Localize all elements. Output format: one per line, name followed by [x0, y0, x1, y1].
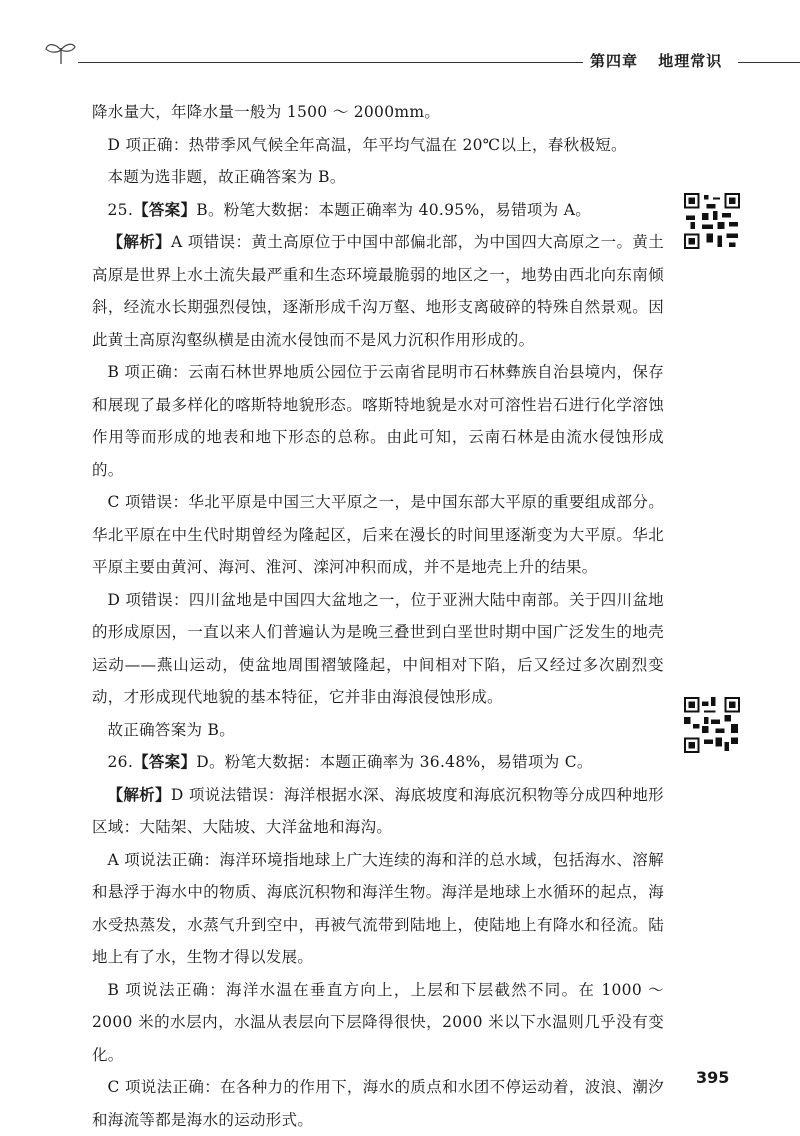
qr-code-icon[interactable]	[684, 193, 740, 249]
paragraph: B 项说法正确：海洋水温在垂直方向上，上层和下层截然不同。在 1000 ～ 2000 米的水层内，水温从表层向下层降得很快，2000 米以下水温则几乎没有变化。	[92, 980, 664, 1064]
answer-text: B。粉笔大数据：本题正确率为 40.95%，易错项为 A。	[196, 200, 592, 219]
header-rule-right	[738, 62, 800, 63]
answer-tag: 【答案】	[133, 199, 197, 219]
page-header	[0, 0, 800, 80]
header-rule	[78, 62, 583, 63]
analysis-paragraph	[92, 226, 664, 356]
analysis-paragraph	[92, 779, 664, 844]
paragraph: 本题为选非题，故正确答案为 B。	[107, 168, 346, 186]
page-body	[92, 96, 664, 1136]
answer-text: D。粉笔大数据：本题正确率为 36.48%，易错项为 C。	[196, 753, 593, 771]
paragraph: 故正确答案为 B。	[107, 720, 236, 739]
sprout-icon	[44, 40, 78, 66]
paragraph: B 项正确：云南石林世界地质公园位于云南省昆明市石林彝族自治县境内，保存和展现了最多样化的喀斯特地貌形态。喀斯特地貌是水对可溶性岩石进行化学溶蚀作用等而形成的地表和地下形态的总称。由此可知，云南石林是由流水侵蚀形成的。	[92, 363, 664, 479]
paragraph: C 项错误：华北平原是中国三大平原之一，是中国东部大平原的重要组成部分。华北平原在中生代时期曾经为隆起区，后来在漫长的时间里逐渐变为大平原。华北平原主要由黄河、海河、淮河、滦河冲积而成，并不是地壳上升的结果。	[92, 493, 664, 576]
question-number: 25.	[107, 200, 134, 219]
answer-line-26	[92, 746, 664, 779]
paragraph: A 项说法正确：海洋环境指地球上广大连续的海和洋的总水域，包括海水、溶解和悬浮于海水中的物质、海底沉积物和海洋生物。海洋是地球上水循环的起点，海水受热蒸发，水蒸气升到空中，再被气流带到陆地上，使陆地上有降水和径流。陆地上有了水，生物才得以发展。	[92, 850, 664, 966]
paragraph: 降水量大，年降水量一般为 1500 ～ 2000mm。	[92, 103, 441, 121]
analysis-tag: 【解析】	[107, 784, 171, 804]
section-label: 地理常识	[658, 52, 723, 70]
page-number: 395	[696, 1068, 730, 1087]
paragraph: D 项错误：四川盆地是中国四大盆地之一，位于亚洲大陆中南部。关于四川盆地的形成原因，一直以来人们普遍认为是晚三叠世到白垩世时期中国广泛发生的地壳运动——燕山运动，使盆地周围褶皱隆起，中间相对下陷，后又经过多次剧烈变动，才形成现代地貌的基本特征，它并非由海浪侵蚀形成。	[92, 590, 664, 706]
analysis-tag: 【解析】	[107, 232, 172, 251]
paragraph: D 项正确：热带季风气候全年高温，年平均气温在 20℃以上，春秋极短。	[107, 135, 627, 154]
answer-line-25	[92, 194, 664, 227]
analysis-text: D 项说法错误：海洋根据水深、海底坡度和海底沉积物等分成四种地形区域：大陆架、大陆坡、大洋盆地和海沟。	[92, 785, 664, 836]
paragraph: C 项说法正确：在各种力的作用下，海水的质点和水团不停运动着，波浪、潮汐和海流等都是海水的运动形式。	[92, 1078, 664, 1129]
chapter-label: 第四章	[590, 52, 639, 70]
analysis-text: A 项错误：黄土高原位于中国中部偏北部，为中国四大高原之一。黄土高原是世界上水土流失最严重和生态环境最脆弱的地区之一，地势由西北向东南倾斜，经流水长期强烈侵蚀，逐渐形成千沟万壑、地形支离破碎的特殊自然景观。因此黄土高原沟壑纵横是由流水侵蚀而不是风力沉积作用形成的。	[92, 233, 664, 349]
question-number: 26.	[107, 753, 134, 771]
answer-tag: 【答案】	[133, 752, 197, 771]
qr-code-icon[interactable]	[684, 697, 740, 753]
chapter-title	[590, 50, 736, 71]
